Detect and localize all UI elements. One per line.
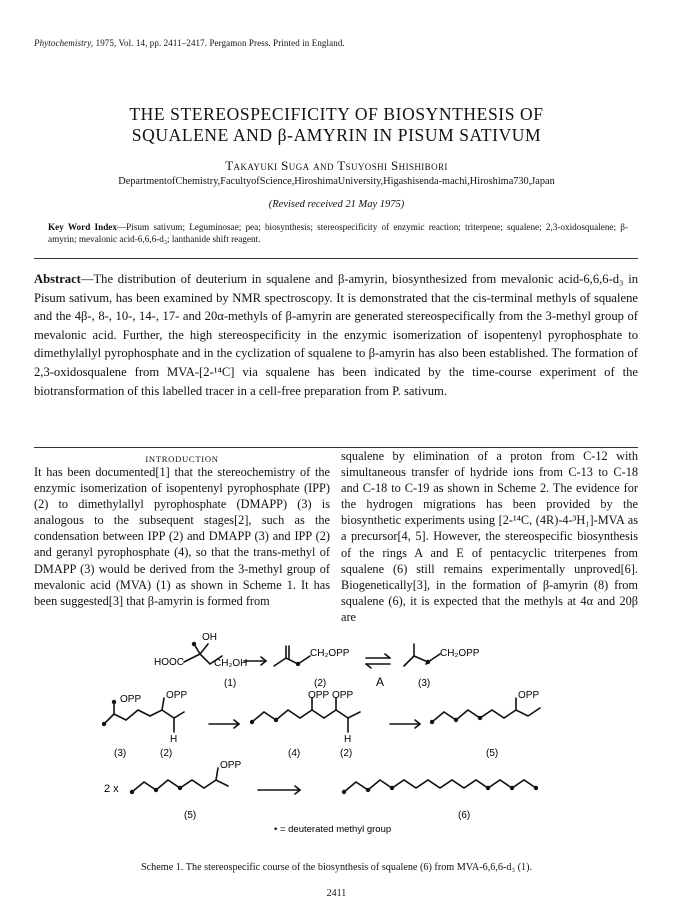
row2-label-3: (3) (114, 748, 127, 759)
row3-squalene (344, 780, 536, 792)
mva-hooc: HOOC (154, 657, 184, 668)
intro-column-right: squalene by elimination of a proton from C-12 with simultaneous transfer of hydride ions from C-13 to C-18 and C-18 to C-19 as shown in Scheme 2. The evidence for the hydrogen migrations has been provided by the biosynthetic experiments using [2-¹⁴C, (4R)-4-³H₁]-MVA as a precursor[4, 5]. However, the stereospecific biosynthesis of the rings A and E of pentacyclic triterpenes from squalene (6) still remains experimentally unproved[6]. Biogenetically[3], in the formation of β-amyrin (8) from squalene (6), it is expected that the methyls at 4α and 20β are (341, 449, 638, 624)
row3-label-6: (6) (458, 810, 471, 821)
label-3: (3) (418, 678, 431, 689)
journal-info: 1975, Vol. 14, pp. 2411–2417. Pergamon Press. Printed in England. (93, 38, 345, 48)
journal-header (34, 38, 345, 48)
row2-opp-1: OPP (120, 694, 142, 705)
ipp-ch2opp: CH₂OPP (310, 648, 350, 659)
section-heading: INTRODUCTION (145, 454, 219, 464)
divider-top (34, 258, 638, 259)
row2-opp-4: OPP (332, 690, 354, 701)
row3-label-5: (5) (184, 810, 197, 821)
row2-label-4: (4) (288, 748, 301, 759)
affiliation: DepartmentofChemistry,FacultyofScience,HiroshimaUniversity,Higashisenda-machi,Hiroshima730,Japan (118, 176, 555, 187)
row2-opp-5: OPP (518, 690, 540, 701)
scheme-caption: Scheme 1. The stereospecific course of the biosynthesis of squalene (6) from MVA-6,6,6-d₃ (1). (140, 862, 533, 873)
row2-h-2: H (344, 734, 352, 745)
journal-name: Phytochemistry, (34, 38, 94, 48)
row2-dmapp (104, 710, 150, 724)
row3-opp: OPP (220, 760, 242, 771)
title-line-1: THE STEREOSPECIFICITY OF BIOSYNTHESIS OF (129, 104, 544, 124)
dmapp-skeleton (404, 654, 440, 666)
mva-ch2oh: CH₂OH (214, 658, 248, 669)
row2-label-5: (5) (486, 748, 499, 759)
row2-ipp (150, 710, 184, 718)
ipp-skeleton (274, 656, 310, 666)
row2-gpp (252, 710, 324, 722)
page-number: 2411 (326, 888, 347, 899)
revised-date: (Revised received 21 May 1975) (268, 199, 405, 210)
row3-factor: 2 x (104, 783, 119, 795)
abstract-text: —The distribution of deuterium in squalene and β-amyrin, biosynthesized from mevalonic acid-6,6,6-d₃ in Pisum sativum, has been examined by NMR spectroscopy. It is demonstrated that the cis-terminal methyls of squalene and the 4β-, 8-, 10-, 14-, 17- and 20α-methyls of β-amyrin are generated stereospecifically from the 3-methyl group of mevalonic acid. Further, the high stereospecificity in the enzymic isomerization of isopentenyl pyrophosphate to dimethylallyl pyrophosphate and in the cyclization of squalene to β-amyrin has also been established. The formation of 2,3-oxidosqualene from MVA-[2-¹⁴C] via squalene has been indicated by the time-course experiment of the biotransformation of this labelled tracer in a cell-free preparation from P. sativum. (34, 272, 638, 398)
keywords-text: —Pisum sativum; Leguminosae; pea; biosynthesis; stereospecificity of enzymic reaction; triterpene; squalene; 2,3-oxidosqualene; β-amyrin; mevalonic acid-6,6,6-d₃; lanthanide shift reagent. (48, 222, 628, 244)
intro-column-left: It has been documented[1] that the stereochemistry of the enzymic isomerization of isopentenyl pyrophosphate (IPP) (2) to dimethylallyl pyrophosphate (DMAPP) (3) is analogous to the subsequent stages[2], such as the condensation between IPP (2) and DMAPP (3) and IPP (2) and geranyl pyrophosphate (4), so that the trans-methyl of DMAPP (3) would be derived from the 3-methyl group of mevalonic acid (MVA) (1) as shown in Scheme 1. It has been suggested[3] that β-amyrin is formed from (34, 465, 330, 608)
row2-fpp (432, 708, 540, 722)
abstract-label: Abstract (34, 272, 81, 286)
label-2: (2) (314, 678, 327, 689)
keywords-label: Key Word Index (48, 222, 117, 232)
mva-oh: OH (202, 632, 217, 643)
title-line-2: SQUALENE AND β-AMYRIN IN PISUM SATIVUM (131, 125, 542, 145)
dmapp-ch2opp: CH₂OPP (440, 648, 480, 659)
row2-h-1: H (170, 734, 178, 745)
abstract (34, 270, 638, 400)
row2-opp-2: OPP (166, 690, 188, 701)
row2-label-2b: (2) (340, 748, 353, 759)
keywords (48, 222, 628, 245)
row2-opp-3: OPP (308, 690, 330, 701)
scheme-legend: • = deuterated methyl group (274, 824, 392, 835)
label-1: (1) (224, 678, 237, 689)
label-a: A (376, 675, 385, 689)
authors: Takayuki Suga and Tsuyoshi Shishibori (225, 158, 448, 173)
row2-label-2a: (2) (160, 748, 173, 759)
scheme-1-figure (34, 606, 638, 866)
